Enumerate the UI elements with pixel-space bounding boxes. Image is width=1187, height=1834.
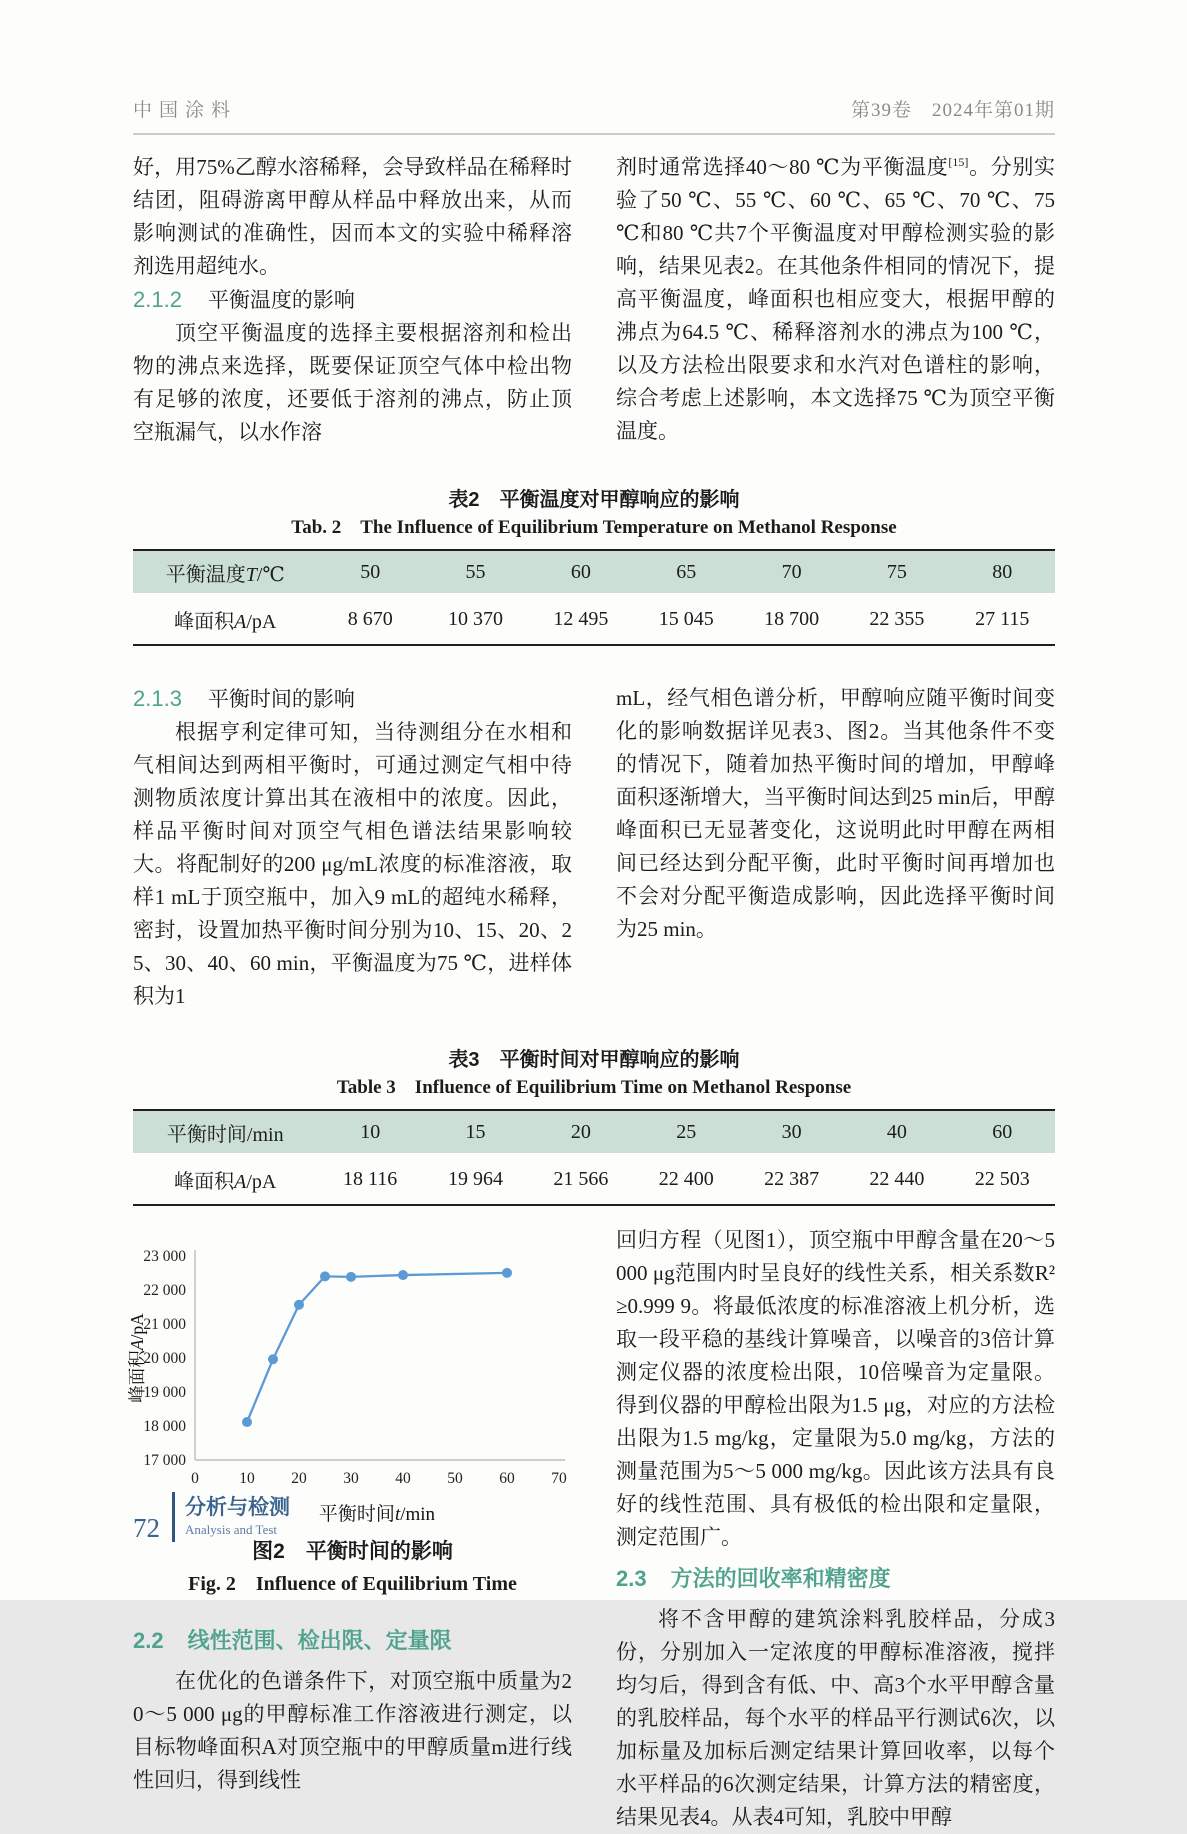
table2 xyxy=(133,549,1055,646)
table-cell: 80 xyxy=(950,550,1055,593)
data-point-marker xyxy=(294,1300,304,1310)
table2-data-row xyxy=(133,593,1055,645)
table-cell: 15 045 xyxy=(658,608,714,630)
data-point-marker xyxy=(320,1271,330,1281)
paragraph-segment: 。分别实验了50 ℃、55 ℃、60 ℃、65 ℃、70 ℃、75 ℃和80 ℃共7个平衡温度对甲醇检测实验的影响，结果见表2。在其他条件相同的情况下，提高平衡温度，峰面积也相应变大，根据甲醇的沸点为64.5 ℃、稀释溶剂水的沸点为100 ℃，以及方法检出限要求和水汽对色谱柱的影响，综合考虑上述影响，本文选择75 ℃为顶空平衡温度。 xyxy=(616,155,1056,443)
figure2-caption-en: Fig. 2 Influence of Equilibrium Time xyxy=(188,1573,517,1595)
y-tick-label: 20 000 xyxy=(143,1350,186,1367)
volume-issue: 第39卷 2024年第01期 xyxy=(850,100,1055,121)
label-variable: A xyxy=(234,1171,247,1193)
table-cell: 50 xyxy=(318,550,423,593)
heading-2-3 xyxy=(616,1562,1055,1595)
table-cell: 21 566 xyxy=(553,1168,609,1190)
label-text: 平衡温度 xyxy=(165,564,246,586)
table2-row-label xyxy=(133,593,318,645)
paragraph-dilution: 好，用75%乙醇水溶稀释，会导致样品在稀释时结团，阻碍游离甲醇从样品中释放出来，从而影响测试的准确性，因而本文的实验中稀释溶剂选用超纯水。 xyxy=(133,155,572,278)
paragraph-recovery: 将不含甲醇的建筑涂料乳胶样品，分成3份，分别加入一定浓度的甲醇标准溶液，搅拌均匀后，得到含有低、中、高3个水平甲醇含量的乳胶样品，每个水平的样品平行测试6次，以加标量及加标后测定结果计算回收率，以每个水平样品的6次测定结果，计算方法的精密度，结果见表4。从表4可知，乳胶中甲醇 xyxy=(616,1607,1055,1829)
x-tick-label: 20 xyxy=(291,1470,307,1487)
x-tick-label: 10 xyxy=(239,1470,255,1487)
x-tick-label: 40 xyxy=(395,1470,411,1487)
heading-number: 2.3 xyxy=(616,1566,647,1591)
section-a-right-column xyxy=(616,151,1055,449)
label-text: 峰面积 xyxy=(174,1171,235,1193)
figure2-chart xyxy=(127,1238,572,1530)
heading-title: 平衡时间的影响 xyxy=(207,687,355,711)
section-b-left-column xyxy=(133,682,572,1013)
table-cell: 27 115 xyxy=(975,608,1030,630)
table2-caption-zh: 表2 平衡温度对甲醇响应的影响 xyxy=(448,489,740,511)
table-cell: 20 xyxy=(528,1110,633,1153)
table-cell: 18 700 xyxy=(764,608,820,630)
section-a xyxy=(133,151,1055,449)
label-text: 峰面积 xyxy=(174,611,235,633)
heading-number: 2.1.2 xyxy=(133,287,182,312)
table-cell: 60 xyxy=(950,1110,1055,1153)
table2-block xyxy=(133,487,1055,646)
table-cell: 22 355 xyxy=(869,608,925,630)
figure2 xyxy=(127,1238,572,1600)
table-cell: 22 440 xyxy=(869,1168,925,1190)
label-unit: /℃ xyxy=(256,564,285,586)
table2-header-label xyxy=(133,550,318,593)
page-number: 72 xyxy=(133,1513,160,1543)
section-b-right-column xyxy=(616,682,1055,1013)
section-c-right-column xyxy=(616,1224,1055,1834)
paragraph-temperature-intro: 顶空平衡温度的选择主要根据溶剂和检出物的沸点来选择，既要保证顶空气体中检出物有足够的浓度，还要低于溶剂的沸点，防止顶空瓶漏气，以水作溶 xyxy=(133,321,572,444)
x-axis-title: 平衡时间t/min xyxy=(318,1504,436,1525)
footer-section-en: Analysis and Test xyxy=(185,1522,278,1537)
table-cell: 18 116 xyxy=(343,1168,398,1190)
table-cell: 22 503 xyxy=(974,1168,1030,1190)
table-cell: 25 xyxy=(634,1110,739,1153)
table-cell: 8 670 xyxy=(347,608,393,630)
table2-header-row xyxy=(133,550,1055,593)
data-point-marker xyxy=(398,1270,408,1280)
y-tick-label: 18 000 xyxy=(143,1418,186,1435)
footer-section-zh: 分析与检测 xyxy=(185,1496,290,1519)
table3-caption-zh: 表3 平衡时间对甲醇响应的影响 xyxy=(448,1049,740,1071)
table-cell: 30 xyxy=(739,1110,844,1153)
table3-header-label xyxy=(133,1110,318,1153)
series-line xyxy=(247,1273,507,1422)
paragraph-regression: 回归方程（见图1），顶空瓶中甲醇含量在20～5 000 μg范围内时呈良好的线性关系，相关系数R²≥0.999 9。将最低浓度的标准溶液上机分析，选取一段平稳的基线计算噪音，以噪音的3倍计算测定仪器的浓度检出限，10倍噪音为定量限。得到仪器的甲醇检出限为1.5 μg，对应的方法检出限为1.5 mg/kg，定量限为5.0 mg/kg，方法的测量范围为5～5 000 mg/kg。因此该方法具有良好的线性范围、具有极低的检出限和定量限，测定范围广。 xyxy=(616,1228,1055,1549)
table3-caption-en: Table 3 Influence of Equilibrium Time on Methanol Response xyxy=(336,1077,852,1098)
heading-2-1-3 xyxy=(133,682,572,716)
data-point-marker xyxy=(268,1354,278,1364)
y-axis-title: 峰面积A/pA xyxy=(127,1313,147,1403)
paragraph-linearity: 在优化的色谱条件下，对顶空瓶中质量为20～5 000 μg的甲醇标准工作溶液进行测定，以目标物峰面积A对顶空瓶中的甲醇质量m进行线性回归，得到线性 xyxy=(133,1669,572,1792)
footer-divider xyxy=(172,1492,175,1542)
table-cell: 75 xyxy=(844,550,949,593)
label-unit: /min xyxy=(246,1124,284,1146)
page-footer xyxy=(133,1492,290,1542)
table2-caption-en: Tab. 2 The Influence of Equilibrium Temperature on Methanol Response xyxy=(291,517,897,538)
table-cell: 10 370 xyxy=(448,608,504,630)
heading-2-1-2 xyxy=(133,283,572,317)
footer-section xyxy=(185,1495,290,1539)
data-point-marker xyxy=(502,1268,512,1278)
paragraph-henry-law: 根据亨利定律可知，当待测组分在水相和气相间达到两相平衡时，可通过测定气相中待测物质浓度计算出其在液相中的浓度。因此，样品平衡时间对顶空气相色谱法结果影响较大。将配制好的200 μg/mL浓度的标准溶液，取样1 mL于顶空瓶中，加入9 mL的超纯水稀释，密封，设置加热平衡时间分别为10、15、20、25、30、40、60 min，平衡温度为75 ℃，进样体积为1 xyxy=(133,720,572,1008)
x-tick-label: 70 xyxy=(551,1470,567,1487)
running-head xyxy=(133,95,1055,135)
table-cell: 12 495 xyxy=(553,608,609,630)
table-cell: 19 964 xyxy=(448,1168,504,1190)
heading-2-2 xyxy=(133,1624,572,1657)
heading-title: 方法的回收率和精密度 xyxy=(670,1566,891,1591)
label-variable: A xyxy=(234,611,247,633)
paragraph-time-result: mL，经气相色谱分析，甲醇响应随平衡时间变化的影响数据详见表3、图2。当其他条件不变的情况下，随着加热平衡时间的增加，甲醇峰面积逐渐增大，当平衡时间达到25 min后，甲醇峰面积已无显著变化，这说明此时甲醇在两相间已经达到分配平衡，此时平衡时间再增加也不会对分配平衡造成影响，因此选择平衡时间为25 min。 xyxy=(616,686,1055,941)
table3-block xyxy=(133,1047,1055,1206)
x-tick-label: 60 xyxy=(499,1470,515,1487)
heading-number: 2.2 xyxy=(133,1628,164,1653)
label-text: 平衡时间 xyxy=(166,1124,247,1146)
heading-number: 2.1.3 xyxy=(133,686,182,711)
y-tick-label: 21 000 xyxy=(143,1316,186,1333)
label-unit: /pA xyxy=(246,611,277,633)
table-cell: 10 xyxy=(318,1110,423,1153)
heading-title: 平衡温度的影响 xyxy=(207,288,355,312)
section-b xyxy=(133,682,1055,1013)
y-tick-label: 23 000 xyxy=(143,1248,186,1265)
table-cell: 65 xyxy=(634,550,739,593)
table-cell: 22 387 xyxy=(764,1168,820,1190)
section-a-left-column xyxy=(133,151,572,449)
citation-15: [15] xyxy=(948,155,969,169)
figure2-caption-zh: 图2 平衡时间的影响 xyxy=(252,1540,453,1563)
y-tick-label: 19 000 xyxy=(143,1384,186,1401)
table-cell: 40 xyxy=(844,1110,949,1153)
paragraph-temperature-experiment xyxy=(616,151,1055,448)
data-point-marker xyxy=(346,1272,356,1282)
paragraph-segment: 剂时通常选择40～80 ℃为平衡温度 xyxy=(616,155,949,179)
y-tick-label: 17 000 xyxy=(143,1452,186,1469)
table3 xyxy=(133,1109,1055,1206)
journal-name: 中国涂料 xyxy=(133,100,238,121)
table-cell: 70 xyxy=(739,550,844,593)
label-unit: /pA xyxy=(246,1171,277,1193)
data-point-marker xyxy=(242,1417,252,1427)
label-variable: T xyxy=(245,564,257,586)
chart-svg xyxy=(127,1238,572,1530)
table-cell: 55 xyxy=(423,550,528,593)
table-cell: 60 xyxy=(528,550,633,593)
table3-data-row xyxy=(133,1153,1055,1205)
table-cell: 22 400 xyxy=(658,1168,714,1190)
table3-row-label xyxy=(133,1153,318,1205)
heading-title: 线性范围、检出限、定量限 xyxy=(187,1628,452,1653)
x-tick-label: 0 xyxy=(191,1470,199,1487)
y-tick-label: 22 000 xyxy=(143,1282,186,1299)
table-cell: 15 xyxy=(423,1110,528,1153)
table3-header-row xyxy=(133,1110,1055,1153)
x-tick-label: 50 xyxy=(447,1470,463,1487)
x-tick-label: 30 xyxy=(343,1470,359,1487)
